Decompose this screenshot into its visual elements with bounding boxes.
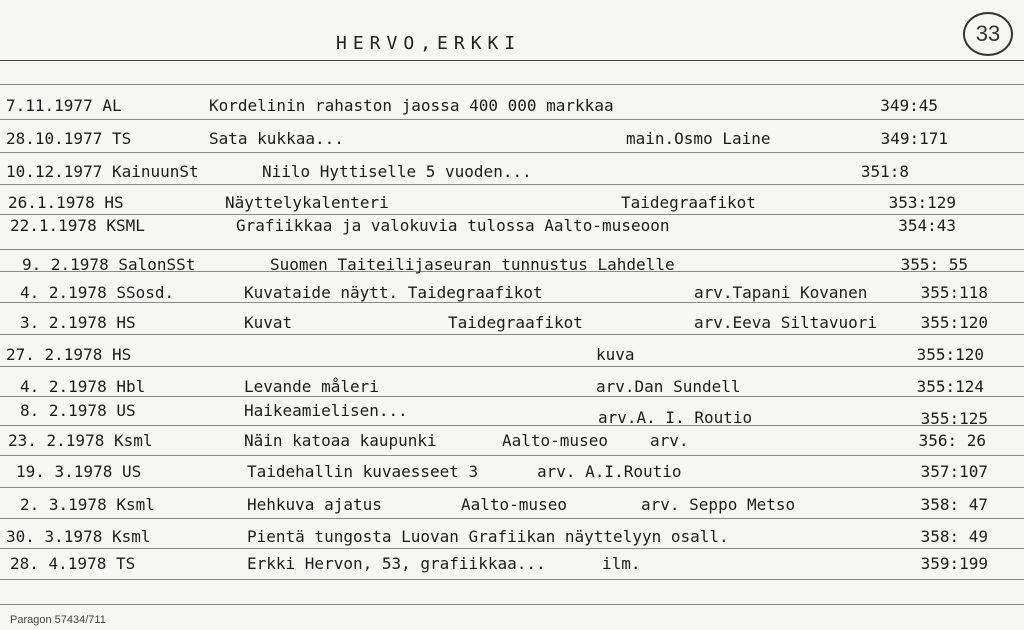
rule-line <box>0 487 1024 488</box>
entry-row <box>0 162 1024 184</box>
entry-text: Erkki Hervon, 53, grafiikkaa... <box>247 554 546 573</box>
entry-text: Näyttelykalenteri <box>225 193 389 212</box>
entry-date: 28.10.1977 TS <box>6 129 132 148</box>
entry-ref: 356: 26 <box>918 431 986 450</box>
entry-mid: Aalto-museo <box>502 431 608 450</box>
entry-row <box>0 96 1024 118</box>
entry-text: Levande måleri <box>244 377 379 396</box>
entry-row <box>0 377 1024 399</box>
entry-note: arv.Eeva Siltavuori <box>694 313 878 332</box>
entry-row <box>0 313 1024 335</box>
entry-text: Kordelinin rahaston jaossa 400 000 markkaa <box>209 96 614 115</box>
entry-ref: 358: 49 <box>920 527 988 546</box>
entry-note: arv.A. I. Routio <box>598 408 753 427</box>
entry-date: 23. 2.1978 Ksml <box>8 431 153 450</box>
entry-text: Suomen Taiteilijaseuran tunnustus Lahdelle <box>270 255 675 274</box>
rule-line <box>0 119 1024 120</box>
entry-row <box>0 345 1024 367</box>
entry-text: Näin katoaa kaupunki <box>244 431 437 450</box>
entry-mid: Taidegraafikot <box>448 313 583 332</box>
entry-date: 8. 2.1978 US <box>20 401 136 420</box>
rule-line <box>0 579 1024 580</box>
rule-line <box>0 152 1024 153</box>
rule-line <box>0 249 1024 250</box>
entry-text: Kuvat <box>244 313 293 332</box>
entry-date: 27. 2.1978 HS <box>6 345 132 364</box>
entry-mid: Aalto-museo <box>461 495 567 514</box>
entry-row <box>0 462 1024 484</box>
entry-note: arv.Dan Sundell <box>596 377 741 396</box>
entry-ref: 357:107 <box>920 462 988 481</box>
entry-note: arv. Seppo Metso <box>641 495 796 514</box>
entry-note: arv.Tapani Kovanen <box>694 283 868 302</box>
entry-text: Kuvataide näytt. Taidegraafikot <box>244 283 543 302</box>
entry-text: Pientä tungosta Luovan Grafiikan näyttelyyn osall. <box>247 527 729 546</box>
card-title: HERVO,ERKKI <box>336 33 522 54</box>
entry-date: 19. 3.1978 US <box>16 462 142 481</box>
entry-ref: 355:125 <box>920 409 988 428</box>
entry-note: arv. A.I.Routio <box>537 462 682 481</box>
rule-line <box>0 518 1024 519</box>
entry-text: Taidehallin kuvaesseet 3 <box>247 462 479 481</box>
entry-ref: 351:8 <box>860 162 909 181</box>
entry-row <box>0 193 1024 215</box>
rule-line <box>0 60 1024 61</box>
rule-line <box>0 184 1024 185</box>
entry-date: 2. 3.1978 Ksml <box>20 495 155 514</box>
entry-date: 9. 2.1978 SalonSSt <box>22 255 196 274</box>
entry-row <box>0 129 1024 151</box>
entry-ref: 355:118 <box>920 283 988 302</box>
entry-date: 4. 2.1978 Hbl <box>20 377 146 396</box>
entry-date: 7.11.1977 AL <box>6 96 122 115</box>
entry-row <box>0 554 1024 576</box>
entry-row <box>0 431 1024 453</box>
entry-ref: 349:171 <box>880 129 948 148</box>
card-footer-print: Paragon 57434/711 <box>10 614 106 626</box>
entry-note: Taidegraafikot <box>621 193 756 212</box>
entry-row <box>0 216 1024 238</box>
entry-text: Niilo Hyttiselle 5 vuoden... <box>262 162 532 181</box>
entry-date: 28. 4.1978 TS <box>10 554 136 573</box>
entry-ref: 355:120 <box>916 345 984 364</box>
entry-ref: 349:45 <box>880 96 938 115</box>
rule-line <box>0 84 1024 85</box>
entry-date: 30. 3.1978 Ksml <box>6 527 151 546</box>
entry-note: arv. <box>650 431 689 450</box>
entry-date: 3. 2.1978 HS <box>20 313 136 332</box>
entry-text: Haikeamielisen... <box>244 401 408 420</box>
card-number-circle: 33 <box>963 12 1013 56</box>
entry-ref: 355:124 <box>916 377 984 396</box>
entry-text: Hehkuva ajatus <box>247 495 382 514</box>
entry-ref: 355: 55 <box>900 255 968 274</box>
entry-ref: 355:120 <box>920 313 988 332</box>
entry-row <box>0 255 1024 277</box>
entry-note: main.Osmo Laine <box>626 129 771 148</box>
rule-line <box>0 604 1024 605</box>
entry-ref: 354:43 <box>898 216 956 235</box>
entry-row <box>0 495 1024 517</box>
entry-row <box>0 401 1024 428</box>
entry-date: 22.1.1978 KSML <box>10 216 145 235</box>
entry-row <box>0 527 1024 549</box>
entry-mid: ilm. <box>602 554 641 573</box>
entry-date: 26.1.1978 HS <box>8 193 124 212</box>
entry-ref: 358: 47 <box>920 495 988 514</box>
entry-text: Sata kukkaa... <box>209 129 344 148</box>
entry-date: 10.12.1977 KainuunSt <box>6 162 199 181</box>
entry-ref: 353:129 <box>888 193 956 212</box>
entry-ref: 359:199 <box>920 554 988 573</box>
entry-text: Grafiikkaa ja valokuvia tulossa Aalto-museoon <box>236 216 670 235</box>
rule-line <box>0 425 1024 426</box>
entry-row <box>0 283 1024 305</box>
entry-note: kuva <box>596 345 635 364</box>
entry-date: 4. 2.1978 SSosd. <box>20 283 175 302</box>
rule-line <box>0 455 1024 456</box>
